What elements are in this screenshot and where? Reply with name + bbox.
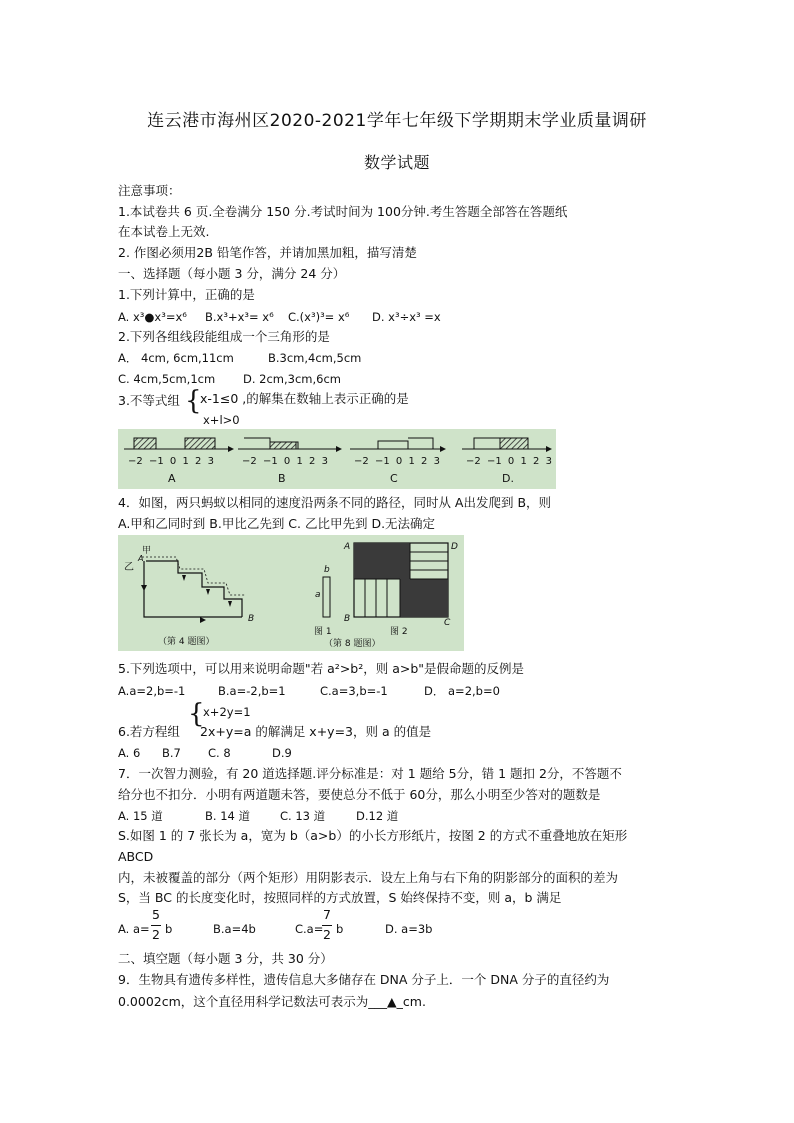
tick: 3 [321, 456, 328, 467]
q8-option-c-denominator: 2 [323, 927, 331, 942]
q8-option-c-prefix: C.a= [295, 922, 324, 936]
q7-option-a: A. 15 道 [118, 809, 163, 823]
q4-q8-figure-svg [118, 535, 464, 651]
q4-stem: 4．如图，两只蚂蚁以相同的速度沿两条不同的路径，同时从 A出发爬到 B，则 [118, 495, 552, 510]
q3-inequality-2: x+l>0 [203, 413, 240, 427]
tick: 2 [195, 456, 202, 467]
q8-option-a-numerator: 5 [152, 907, 160, 922]
q8-fig2-label-b: B [344, 614, 351, 624]
q5-option-d: D． a=2,b=0 [424, 684, 500, 698]
q8-caption: （第 8 题图） [324, 639, 381, 649]
exam-subtitle: 数学试题 [363, 153, 430, 172]
q4-caption: （第 4 题图） [158, 637, 215, 647]
q8-option-a-prefix: A. a= [118, 922, 150, 936]
q2-option-a: A． 4cm, 6cm,11cm [118, 351, 234, 365]
tick: 3 [545, 456, 552, 467]
q3-option-a-axis [124, 438, 234, 452]
tick: −1 [148, 456, 164, 467]
q5-option-c: C.a=3,b=-1 [320, 684, 388, 698]
tick: 3 [207, 456, 214, 467]
tick: 0 [283, 456, 291, 467]
tick: 2 [533, 456, 540, 467]
q3-inequality-1: x-1≤0 ,的解集在数轴上表示正确的是 [200, 391, 409, 406]
q3-ticks-a [128, 454, 214, 470]
q8-fig2-caption: 图 2 [390, 627, 408, 637]
q8-fig1-caption: 图 1 [314, 627, 332, 637]
tick: 1 [408, 456, 415, 467]
q3-brace: { [185, 386, 202, 416]
q3-label-d: D. [502, 472, 514, 485]
q7-option-c: C. 13 道 [280, 809, 326, 823]
q4-label-a: A [138, 554, 144, 563]
q4-staircase [141, 557, 246, 623]
q4-label-b: B [248, 614, 255, 624]
notice-line1: 1.本试卷共 6 页.全卷满分 150 分.考试时间为 100分钟.考生答题全部答在答题纸 [118, 204, 568, 219]
q8-fig1-label-a: a [315, 590, 321, 600]
q6-equation-1: x+2y=1 [203, 705, 251, 719]
q8-fig2-label-d: D [451, 542, 458, 552]
q8-option-c-suffix: b [336, 922, 344, 936]
q8-fig2-label-a: A [344, 542, 351, 552]
q7-option-d: D.12 道 [356, 809, 399, 823]
q3-ticks-d [466, 454, 552, 470]
q3-ticks-c [354, 454, 440, 470]
q5-stem: 5.下列选项中，可以用来说明命题"若 a²>b²，则 a>b"是假命题的反例是 [118, 661, 525, 676]
tick: −1 [486, 456, 502, 467]
q1-option-a: A. x³●x³=x⁶ [118, 310, 187, 324]
q4-label-jia: 甲 [142, 546, 152, 556]
q1-option-c: C.(x³)³= x⁶ [288, 310, 350, 324]
tick: −2 [466, 456, 481, 467]
tick: 0 [169, 456, 177, 467]
notice-line2: 2. 作图必须用2B 铅笔作答，并请加黑加粗，描写清楚 [118, 245, 417, 260]
q8-line1: S.如图 1 的 7 张长为 a，宽为 b（a>b）的小长方形纸片，按图 2 的方式不重叠地放在矩形 [118, 828, 628, 843]
q2-option-d: D. 2cm,3cm,6cm [243, 372, 342, 386]
tick: −2 [128, 456, 143, 467]
tick: 2 [421, 456, 428, 467]
tick: 0 [395, 456, 403, 467]
q2-option-b: B.3cm,4cm,5cm [268, 351, 362, 365]
q4-label-yi: 乙 [124, 562, 134, 573]
q3-number-line-figure [118, 429, 556, 489]
tick: 2 [309, 456, 316, 467]
q8-option-a-suffix: b [165, 922, 173, 936]
q1-option-b: B.x³+x³= x⁶ [205, 310, 274, 324]
q8-fig1-rectangle [323, 577, 330, 617]
q8-fig2-rectangle [354, 543, 448, 617]
tick: −1 [374, 456, 390, 467]
q3-label-c: C [390, 472, 398, 485]
q5-option-a: A.a=2,b=-1 [118, 684, 186, 698]
q3-option-b-axis [238, 438, 342, 452]
q6-brace: { [188, 699, 205, 729]
q7-option-b: B. 14 道 [205, 809, 250, 823]
q8-option-c-numerator: 7 [323, 907, 331, 922]
q3-ticks-b [242, 454, 328, 470]
q4-options: A.甲和乙同时到 B.甲比乙先到 C. 乙比甲先到 D.无法确定 [118, 516, 436, 531]
q3-option-d-axis [462, 438, 552, 452]
q3-label-a: A [168, 472, 176, 485]
q6-stem: 6.若方程组 [118, 724, 180, 739]
tick: 1 [520, 456, 527, 467]
q8-line2: ABCD [118, 849, 154, 864]
q7-line1: 7．一次智力测验，有 20 道选择题.评分标准是：对 1 题给 5分，错 1 题扣 2分，不答题不 [118, 766, 622, 781]
tick: −2 [242, 456, 257, 467]
tick: 1 [182, 456, 189, 467]
tick: −1 [262, 456, 278, 467]
q6-option-c: C. 8 [208, 746, 231, 760]
q6-option-a: A. 6 [118, 746, 141, 760]
q8-option-b: B.a=4b [213, 922, 256, 936]
q2-option-c: C. 4cm,5cm,1cm [118, 372, 216, 386]
q3-stem: 3.不等式组 [118, 393, 180, 408]
q8-option-d: D. a=3b [385, 922, 433, 936]
q3-option-c-axis [350, 438, 446, 452]
q8-option-c-fraction-bar [322, 925, 332, 926]
q1-option-d: D. x³÷x³ =x [372, 310, 441, 324]
q8-line3: 内，未被覆盖的部分（两个矩形）用阴影表示．设左上角与右下角的阴影部分的面积的差为 [118, 870, 619, 885]
q6-equation-2: 2x+y=a 的解满足 x+y=3，则 a 的值是 [200, 724, 432, 739]
q1-stem: 1.下列计算中，正确的是 [118, 287, 255, 302]
exam-title: 连云港市海州区2020-2021学年七年级下学期期末学业质量调研 [147, 111, 647, 131]
q9-line1: 9．生物具有遗传多样性，遗传信息大多储存在 DNA 分子上．一个 DNA 分子的直径约为 [118, 972, 610, 987]
tick: 0 [507, 456, 515, 467]
section-2-heading: 二、填空题（每小题 3 分，共 30 分） [118, 951, 333, 966]
tick: 3 [433, 456, 440, 467]
tick: 1 [296, 456, 303, 467]
q8-line4: S，当 BC 的长度变化时，按照同样的方式放置，S 始终保持不变，则 a，b 满足 [118, 890, 562, 905]
notice-heading: 注意事项： [118, 183, 181, 198]
q6-option-b: B.7 [162, 746, 181, 760]
q8-option-a-fraction-bar [151, 925, 161, 926]
notice-line1b: 在本试卷上无效. [118, 224, 210, 239]
q4-q8-figure [118, 535, 464, 651]
q6-option-d: D.9 [272, 746, 292, 760]
section-1-heading: 一、选择题（每小题 3 分，满分 24 分） [118, 266, 346, 281]
q8-fig1-label-b: b [324, 565, 330, 575]
q5-option-b: B.a=-2,b=1 [218, 684, 286, 698]
q3-label-b: B [278, 472, 286, 485]
q9-line2: 0.0002cm，这个直径用科学记数法可表示为___▲_cm. [118, 994, 426, 1009]
tick: −2 [354, 456, 369, 467]
q7-line2: 给分也不扣分．小明有两道题未答，要使总分不低于 60分，那么小明至少答对的题数是 [118, 787, 601, 802]
q8-fig2-label-c: C [444, 618, 451, 628]
q8-option-a-denominator: 2 [152, 927, 160, 942]
q2-stem: 2.下列各组线段能组成一个三角形的是 [118, 329, 330, 344]
